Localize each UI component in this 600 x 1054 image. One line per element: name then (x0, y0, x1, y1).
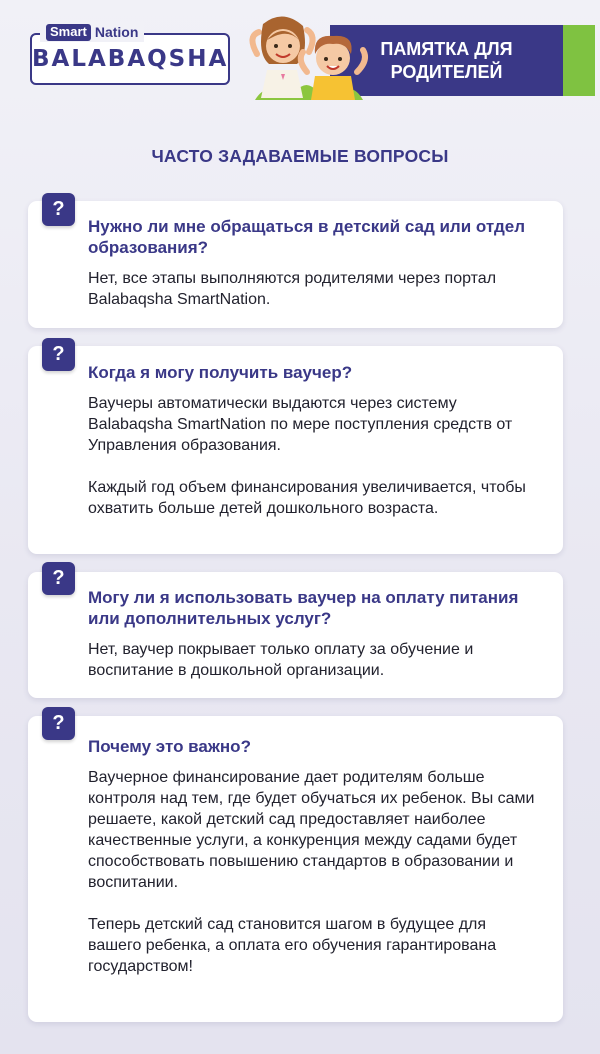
faq-question: Могу ли я использовать ваучер на оплату питания или дополнительных услуг? (88, 588, 519, 628)
logo-smart-text: Smart (46, 24, 91, 41)
faq-answer: Теперь детский сад становится шагом в будущее для вашего ребенка, а оплата его обучения гарантирована государством! (88, 916, 497, 975)
faq-answer: Ваучеры автоматически выдаются через систему Balabaqsha SmartNation по мере поступления средств от Управления образования. (88, 395, 513, 454)
faq-answer: Нет, ваучер покрывает только оплату за обучение и воспитание в дошкольной организации. (88, 641, 474, 679)
faq-section-title: ЧАСТО ЗАДАВАЕМЫЕ ВОПРОСЫ (151, 146, 449, 166)
faq-card (28, 716, 563, 1022)
faq-card (28, 346, 563, 554)
faq-card (28, 201, 563, 328)
faq-answer: Каждый год объем финансирования увеличивается, чтобы охватить больше детей дошкольного возраста. (88, 479, 526, 517)
question-mark-icon: ? (42, 338, 75, 371)
question-mark-icon: ? (42, 707, 75, 740)
faq-answer: Нет, все этапы выполняются родителями через портал Balabaqsha SmartNation. (88, 270, 497, 308)
children-illustration (245, 14, 370, 100)
smartnation-wordmark (40, 22, 144, 42)
banner-title-line1: ПАМЯТКА ДЛЯ (380, 38, 513, 59)
faq-card (28, 572, 563, 698)
faq-question: Почему это важно? (88, 737, 251, 756)
balabaqsha-logo (30, 23, 230, 85)
faq-answer: Ваучерное финансирование дает родителям больше контроля над тем, где будет обучаться их ребенок. Вы сами решаете, какой детский сад предоставляет наиболее качественные услуги, а конкуренция между садами будет способствовать повышению стандартов в образовании и воспитании. (88, 769, 535, 891)
faq-question: Когда я могу получить ваучер? (88, 363, 353, 382)
banner-accent-stripe (563, 25, 595, 96)
faq-question: Нужно ли мне обращаться в детский сад или отдел образования? (88, 217, 526, 257)
question-mark-icon: ? (42, 562, 75, 595)
question-mark-icon: ? (42, 193, 75, 226)
banner-title-line2: РОДИТЕЛЕЙ (390, 61, 503, 82)
logo-main-text: BALABAQSHA (32, 46, 229, 72)
logo-nation-text: Nation (94, 24, 139, 40)
